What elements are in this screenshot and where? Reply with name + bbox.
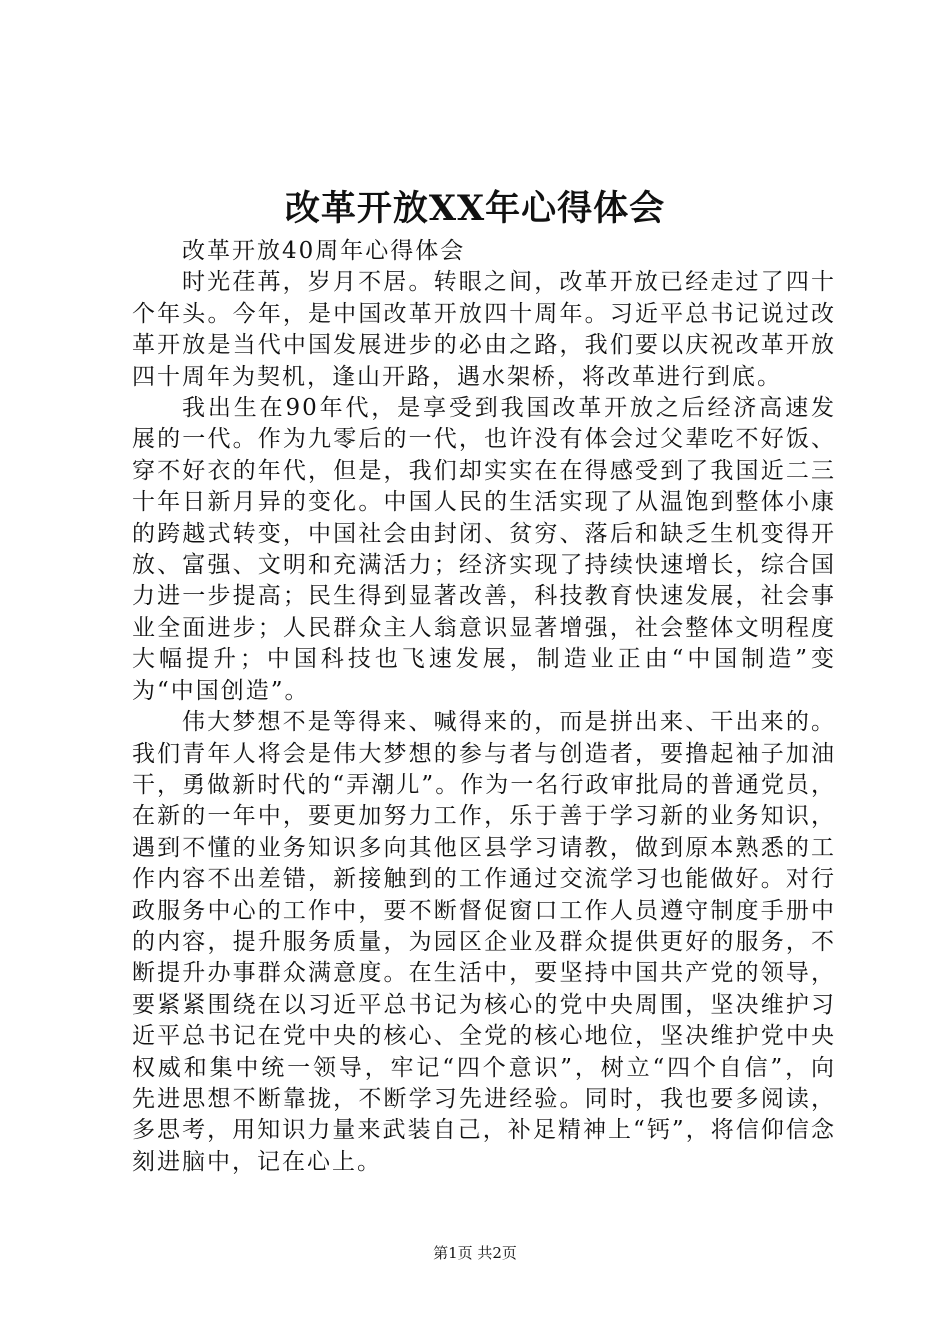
paragraph-3: 伟大梦想不是等得来、喊得来的，而是拼出来、干出来的。我们青年人将会是伟大梦想的参与者与创造者，要撸起袖子加油干，勇做新时代的“弄潮儿”。作为一名行政审批局的普通党员，在新的一年中，要更加努力工作，乐于善于学习新的业务知识，遇到不懂的业务知识多向其他区县学习请教，做到原本熟悉的工作内容不出差错，新接触到的工作通过交流学习也能做好。对行政服务中心的工作中，要不断督促窗口工作人员遵守制度手册中的内容，提升服务质量，为园区企业及群众提供更好的服务，不断提升办事群众满意度。在生活中，要坚持中国共产党的领导，要紧紧围绕在以习近平总书记为核心的党中央周围，坚决维护习近平总书记在党中央的核心、全党的核心地位，坚决维护党中央权威和集中统一领导，牢记“四个意识”，树立“四个自信”，向先进思想不断靠拢，不断学习先进经验。同时，我也要多阅读，多思考，用知识力量来武装自己，补足精神上“钙”，将信仰信念刻进脑中，记在心上。	[132, 709, 836, 1175]
subtitle-paragraph: 改革开放40周年心得体会	[182, 238, 466, 264]
paragraph-1: 时光荏苒，岁月不居。转眼之间，改革开放已经走过了四十个年头。今年，是中国改革开放四十周年。习近平总书记说过改革开放是当代中国发展进步的必由之路，我们要以庆祝改革开放四十周年为契机，逢山开路，遇水架桥，将改革进行到底。	[132, 269, 836, 390]
page-footer: 第1页 共2页	[433, 1244, 517, 1262]
document-body	[132, 236, 836, 1178]
paragraph-2: 我出生在90年代，是享受到我国改革开放之后经济高速发展的一代。作为九零后的一代，也许没有体会过父辈吃不好饭、穿不好衣的年代，但是，我们却实实在在得感受到了我国近二三十年日新月异的变化。中国人民的生活实现了从温饱到整体小康的跨越式转变，中国社会由封闭、贫穷、落后和缺乏生机变得开放、富强、文明和充满活力；经济实现了持续快速增长，综合国力进一步提高；民生得到显著改善，科技教育快速发展，社会事业全面进步；人民群众主人翁意识显著增强，社会整体文明程度大幅提升；中国科技也飞速发展，制造业正由“中国制造”变为“中国创造”。	[132, 395, 836, 704]
document-title: 改革开放XX年心得体会	[284, 188, 666, 229]
